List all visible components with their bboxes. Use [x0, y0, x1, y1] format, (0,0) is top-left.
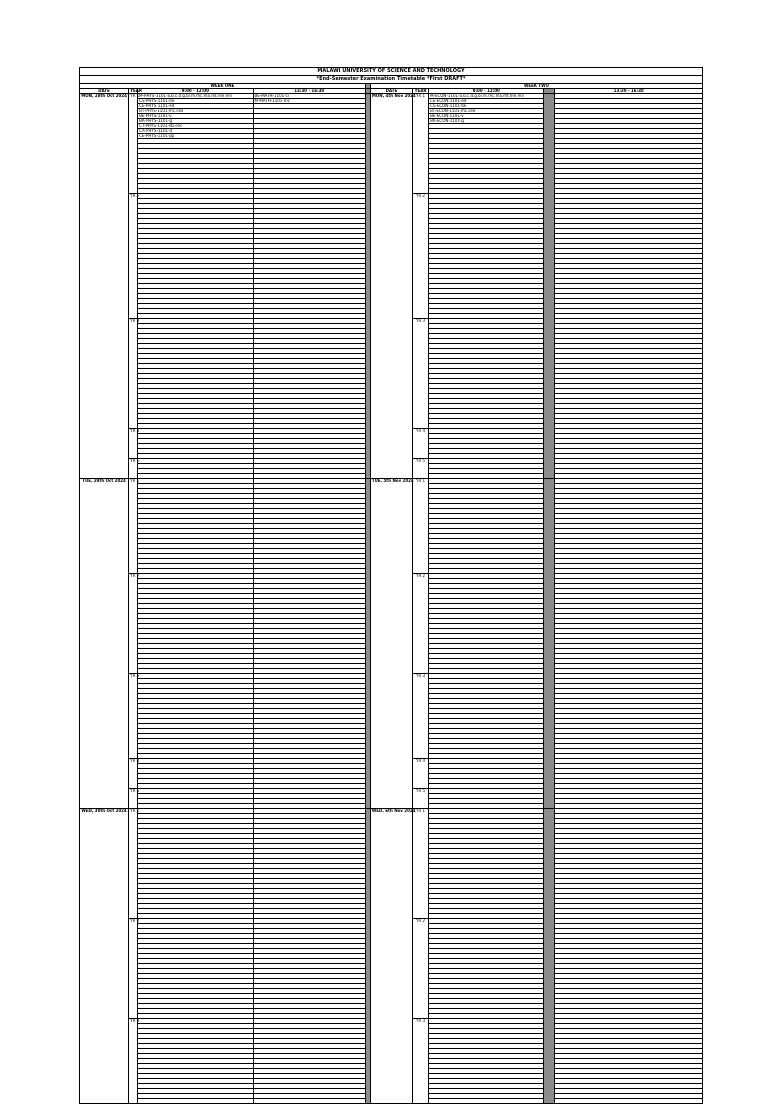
exam-cell-morning: CS-ECON-1101-tw — [429, 104, 544, 109]
week-two-date-cell: WED, 6th Nov 2024 — [370, 809, 412, 1104]
year-label: YR 1 — [129, 809, 138, 919]
year-label: YR 3 — [129, 674, 138, 759]
year-label: YR 4 — [413, 429, 429, 459]
morning-slot-header: 9:00 - 12:00 — [429, 89, 544, 94]
year-label: YR 2 — [413, 919, 429, 1019]
date-column-header: DATE — [370, 89, 412, 94]
timetable-grid — [79, 83, 703, 1104]
exam-cell-morning: BA-PHYS-1101-g — [138, 119, 253, 124]
year-label: YR 5 — [129, 789, 138, 809]
exam-cell-morning: CE-PHYS-1101-ed — [138, 104, 253, 109]
timetable-subtitle: *End-Semester Examination Timetable *First DRAFT* — [79, 75, 703, 83]
exam-cell-afternoon — [253, 1099, 365, 1104]
year-label: YR 5 — [413, 789, 429, 809]
week-two-header: WEEK TWO — [370, 84, 702, 89]
year-label: YR 3 — [413, 674, 429, 759]
year-label: YR 2 — [129, 574, 138, 674]
year-label: YR 2 — [129, 919, 138, 1019]
week-two-date-cell: MON, 4th Nov 2024 — [370, 94, 412, 479]
gray-gap-column — [544, 809, 555, 1104]
year-label: YR 3 — [129, 319, 138, 429]
exam-cell-morning: BT-ECON-1101-mc.cee — [429, 109, 544, 114]
year-label: YR 2 — [413, 574, 429, 674]
year-label: YR 3 — [413, 1019, 429, 1104]
week-one-date-cell: MON, 28th Oct 2024 — [80, 94, 129, 479]
year-label: YR 4 — [129, 759, 138, 789]
exam-timetable — [79, 67, 703, 1104]
year-column-header: YEAR — [413, 89, 429, 94]
year-label: YR 1 — [129, 479, 138, 574]
week-two-date-cell: TUE, 5th Nov 2024 — [370, 479, 412, 809]
morning-slot-header: 9:00 - 12:00 — [138, 89, 253, 94]
week-one-date-cell: TUE, 29th Oct 2024 — [80, 479, 129, 809]
exam-cell-morning: CS-PHYS-1101-tw — [138, 99, 253, 104]
year-label: YR 1 — [413, 94, 429, 194]
exam-cell-morning: BE-PHYS-1101-v — [138, 114, 253, 119]
year-label: YR 4 — [413, 759, 429, 789]
year-label: YR 4 — [129, 429, 138, 459]
exam-cell-morning: M-PHYS-1101-a.b.c.d.g.bi.m.mc.ma.mt.me.mn — [138, 94, 253, 99]
exam-cell-morning: BT-PHYS-1101-mc.cee — [138, 109, 253, 114]
year-label: YR 3 — [413, 319, 429, 429]
exam-cell-afternoon — [555, 1099, 703, 1104]
year-label: YR 5 — [413, 459, 429, 479]
university-title: MALAWI UNIVERSITY OF SCIENCE AND TECHNOLOGY — [79, 67, 703, 75]
afternoon-slot-header: 13:30 - 16:30 — [555, 89, 703, 94]
exam-cell-morning — [138, 1099, 253, 1104]
year-label: YR 2 — [129, 194, 138, 319]
year-label: YR 3 — [129, 1019, 138, 1104]
year-label: YR 2 — [413, 194, 429, 319]
exam-cell-afternoon: M-MATH-1101-mc — [253, 99, 365, 104]
timetable-body — [80, 94, 703, 1104]
exam-cell-morning: BE-ECON-1101-v — [429, 114, 544, 119]
exam-cell-afternoon: BE-MATH-1101-ci — [253, 94, 365, 99]
exam-cell-morning — [429, 1099, 544, 1104]
exam-cell-morning: BA-ECON-1101-g — [429, 119, 544, 124]
week-one-header: WEEK ONE — [80, 84, 366, 89]
exam-cell-morning: CE-PHYS-1101-pp — [138, 134, 253, 139]
year-label: YR 1 — [413, 479, 429, 574]
exam-cell-morning: CA-PHYS-1101-d — [138, 129, 253, 134]
week-one-date-cell: WED, 30th Oct 2024 — [80, 809, 129, 1104]
date-column-header: DATE — [80, 89, 129, 94]
gray-gap-column — [544, 94, 555, 479]
year-column-header: YEAR — [130, 88, 142, 93]
afternoon-slot-header: 13:30 - 16:30 — [253, 89, 365, 94]
year-label: YR 5 — [129, 459, 138, 479]
year-label: YR 1 — [413, 809, 429, 919]
exam-cell-morning: M-ECON-1101-a.b.c.d.g.bi.m.mc.ma.mt.me.mn — [429, 94, 544, 99]
year-label: YR 1 — [129, 94, 138, 194]
gray-gap-column — [544, 479, 555, 809]
exam-cell-morning: CT-PHYS-1101-eb.cec — [138, 124, 253, 129]
exam-cell-morning: CE-ECON-1101-ed — [429, 99, 544, 104]
